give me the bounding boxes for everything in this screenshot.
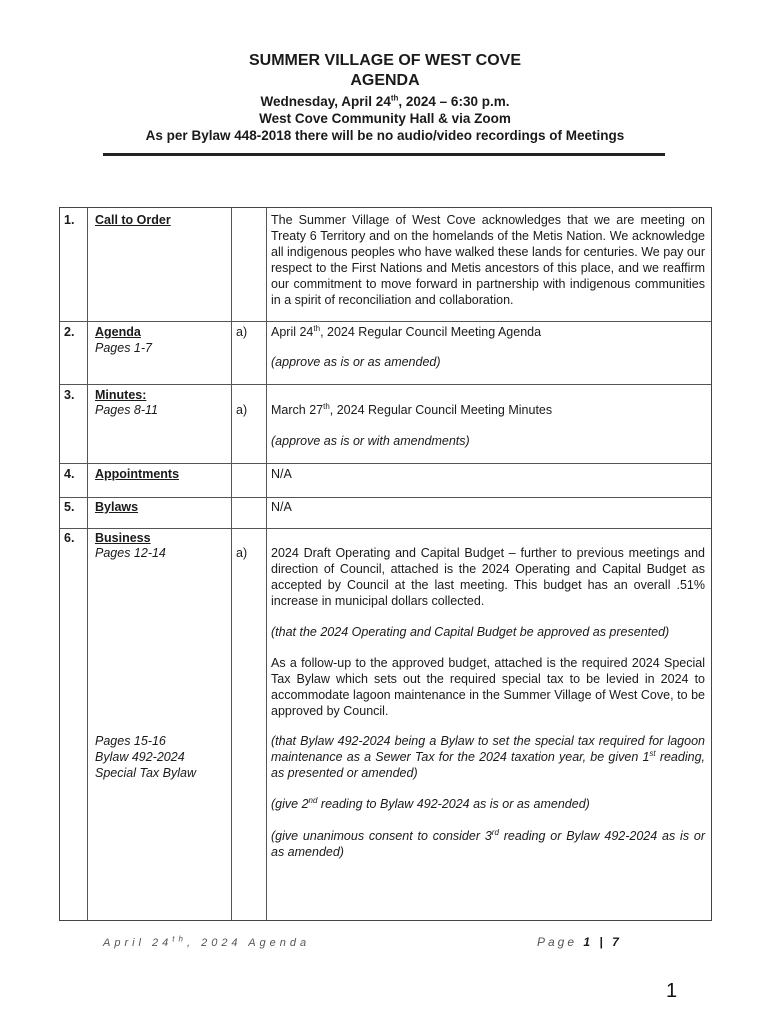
sub-item-letter: a): [236, 403, 248, 417]
column-divider: [266, 208, 267, 920]
item-number: 6.: [64, 531, 75, 545]
budget-motion: (that the 2024 Operating and Capital Budget be approved as presented): [271, 625, 670, 639]
header-divider: [103, 153, 665, 156]
special-tax-bylaw-name: Special Tax Bylaw: [95, 766, 196, 780]
minutes-motion: (approve as is or with amendments): [271, 434, 470, 448]
special-tax-bylaw-number: Bylaw 492-2024: [95, 750, 185, 764]
sub-item-letter: a): [236, 546, 248, 560]
item-pages: Pages 8-11: [95, 403, 159, 417]
row-divider: [60, 321, 711, 322]
item-title-appointments: Appointments: [95, 467, 180, 481]
item-title-minutes: Minutes:: [95, 388, 147, 402]
item-number: 2.: [64, 325, 75, 339]
agenda-motion: (approve as is or as amended): [271, 355, 441, 369]
meeting-date: Wednesday, April 24th, 2024 – 6:30 p.m.: [260, 93, 510, 109]
third-reading-motion: (give unanimous consent to consider 3rd reading or Bylaw 492-2024 as is or as amended): [271, 827, 706, 859]
row-divider: [60, 384, 711, 385]
meeting-details: [0, 93, 770, 144]
column-divider: [87, 208, 88, 920]
document-heading: [0, 51, 770, 91]
agenda-description: April 24th, 2024 Regular Council Meeting Agenda: [271, 323, 542, 339]
first-reading-motion: (that Bylaw 492-2024 being a Bylaw to set the special tax required for lagoon maintenance as a Sewer Tax for the 2024 taxation year, be given 1st reading, as presented or amended): [271, 734, 705, 780]
recording-notice: As per Bylaw 448-2018 there will be no audio/video recordings of Meetings: [145, 128, 625, 143]
organization-name: SUMMER VILLAGE OF WEST COVE: [248, 52, 521, 69]
appointments-status: N/A: [271, 467, 292, 481]
item-number: 5.: [64, 500, 75, 514]
item-title-call-to-order: Call to Order: [95, 213, 171, 227]
page-number: 1: [666, 980, 678, 1002]
special-tax-description: As a follow-up to the approved budget, attached is the required 2024 Special Tax Bylaw which sets out the required special tax to be levied in 2024 to accommodate lagoon maintenance in the Summer Village of West Cove, to be approved by Council.: [271, 656, 705, 718]
item-number: 1.: [64, 213, 75, 227]
item-title-business: Business: [95, 531, 151, 545]
footer-agenda-label: April 24th, 2024 Agenda: [103, 934, 311, 949]
bylaws-status: N/A: [271, 500, 292, 514]
footer-page-indicator: Page 1 | 7: [537, 935, 622, 949]
item-title-bylaws: Bylaws: [95, 500, 139, 514]
budget-description: 2024 Draft Operating and Capital Budget – further to previous meetings and direction of Council, attached is the 2024 Operating and Capital Budget as accepted by Council at the last meeting. This budget has an overall .51% increase in municipal dollars collected.: [271, 546, 705, 608]
second-reading-motion: (give 2nd reading to Bylaw 492-2024 as is or as amended): [271, 795, 590, 811]
item-title-agenda: Agenda: [95, 325, 141, 339]
special-tax-pages: Pages 15-16: [95, 734, 166, 748]
item-pages: Pages 12-14: [95, 546, 166, 560]
row-divider: [60, 497, 711, 498]
row-divider: [60, 528, 711, 529]
column-divider: [231, 208, 232, 920]
sub-item-letter: a): [236, 325, 248, 339]
land-acknowledgement: The Summer Village of West Cove acknowledges that we are meeting on Treaty 6 Territory and on the homelands of the Metis Nation. We acknowledge all indigenous peoples who have walked these lands for centuries. We pay our respect to the First Nations and Metis ancestors of this place, and we reaffirm our commitment to move forward in partnership with indigenous communities in a spirit of reconciliation and collaboration.: [271, 213, 705, 307]
item-number: 3.: [64, 388, 75, 402]
item-pages: Pages 1-7: [95, 341, 152, 355]
minutes-description: March 27th, 2024 Regular Council Meeting Minutes: [271, 401, 553, 417]
agenda-table: [59, 207, 712, 921]
document-title: AGENDA: [350, 72, 420, 89]
row-divider: [60, 463, 711, 464]
item-number: 4.: [64, 467, 75, 481]
meeting-location: West Cove Community Hall & via Zoom: [259, 111, 511, 126]
